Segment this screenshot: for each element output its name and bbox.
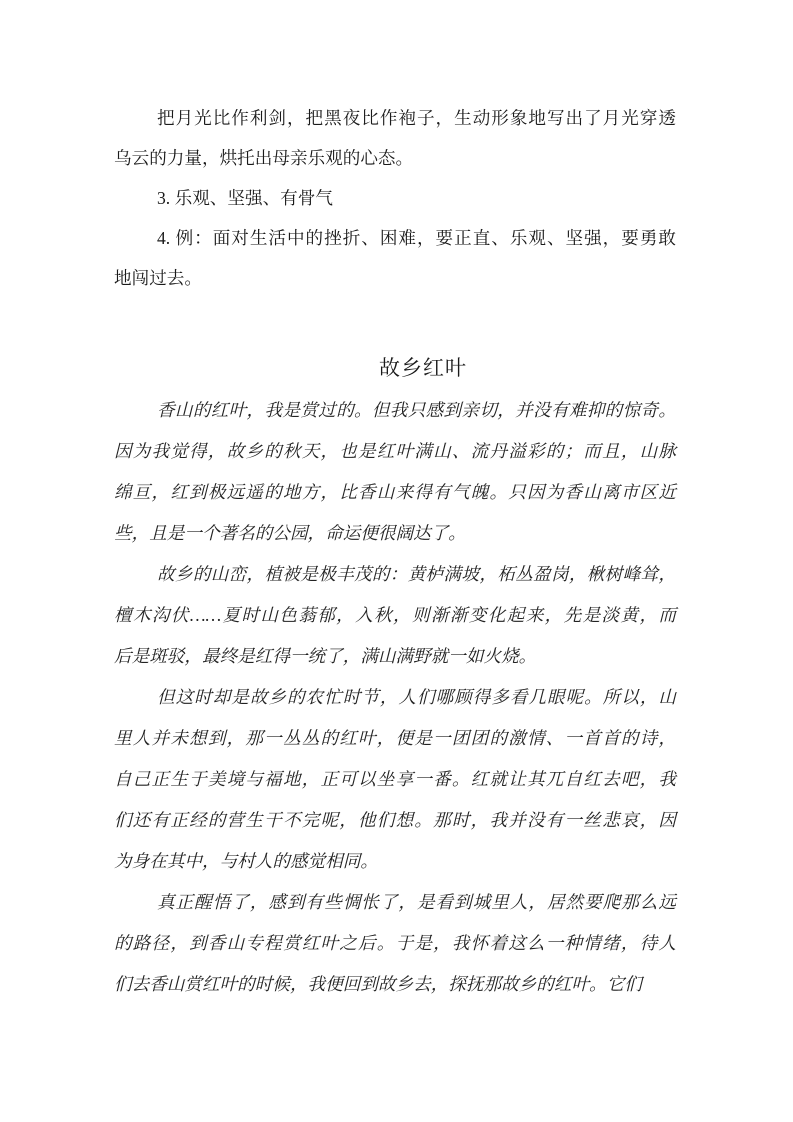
text-line: 真正醒悟了，感到有些惆怅了，是看到城里人，居然要爬那么远: [157, 892, 676, 912]
text-line: 香山的红叶，我是赏过的。但我只感到亲切，并没有难抑的惊奇。: [157, 400, 676, 420]
text-line: 些，且是一个著名的公园，命运便很阔达了。: [114, 523, 466, 543]
text-line: 地闯过去。: [114, 268, 202, 288]
text-line: 檀木沟伏……夏时山色蓊郁，入秋，则渐渐变化起来，先是淡黄，而: [114, 605, 676, 625]
text-line: 故乡的山峦，植被是极丰茂的：黄栌满坡，柘丛盈岗，楸树峰耸，: [157, 564, 676, 584]
text-line: 们去香山赏红叶的时候，我便回到故乡去，探抚那故乡的红叶。它们: [114, 974, 642, 994]
essay-title: 故乡红叶: [379, 356, 467, 380]
text-line: 因为我觉得，故乡的秋天，也是红叶满山、流丹溢彩的；而且，山脉: [114, 441, 676, 461]
answers-section: [114, 98, 676, 298]
text-line: 自己正生于美境与福地，正可以坐享一番。红就让其兀自红去吧，我: [114, 769, 676, 789]
text-line: 把月光比作利剑，把黑夜比作袍子，生动形象地写出了月光穿透: [157, 108, 676, 128]
essay-body: [114, 390, 676, 1005]
text-line: 们还有正经的营生干不完呢，他们想。那时，我并没有一丝悲哀，因: [114, 810, 676, 830]
text-line: 绵亘，红到极远遥的地方，比香山来得有气魄。只因为香山离市区近: [114, 482, 676, 502]
text-line: 后是斑驳，最终是红得一统了，满山满野就一如火烧。: [114, 646, 537, 666]
text-line: 但这时却是故乡的农忙时节，人们哪顾得多看几眼呢。所以，山: [157, 687, 676, 707]
text-line: 4. 例：面对生活中的挫折、困难，要正直、乐观、坚强，要勇敢: [157, 228, 676, 248]
text-line: 的路径，到香山专程赏红叶之后。于是，我怀着这么一种情绪，待人: [114, 933, 676, 953]
text-line: 里人并未想到，那一丛丛的红叶，便是一团团的激情、一首首的诗，: [114, 728, 676, 748]
text-line: 为身在其中，与村人的感觉相同。: [114, 851, 378, 871]
text-line: 3. 乐观、坚强、有骨气: [157, 188, 333, 208]
text-line: 乌云的力量，烘托出母亲乐观的心态。: [114, 148, 414, 168]
page-content: [114, 98, 676, 1005]
